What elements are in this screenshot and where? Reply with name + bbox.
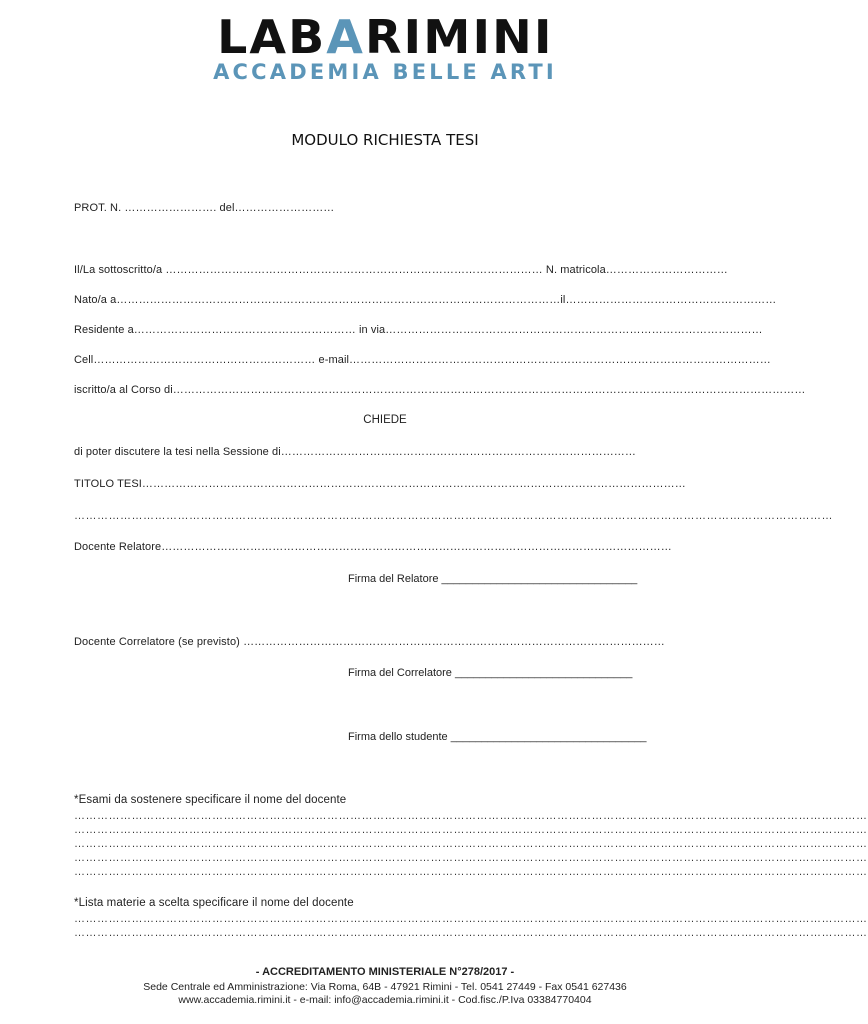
field-correlatore[interactable]: Docente Correlatore (se previsto) …………………………………………………………………………………………………… bbox=[74, 636, 665, 648]
esami-line-1[interactable]: ……………………………………………………………………………………………………………………………………………………………………………………… bbox=[74, 810, 868, 822]
field-residente[interactable]: Residente a…………………………………………………… in via………………………………………………………………………………………… bbox=[74, 324, 763, 336]
esami-line-2[interactable]: ……………………………………………………………………………………………………………………………………………………………………………………… bbox=[74, 824, 868, 836]
logo-accent-letter: A bbox=[325, 10, 365, 64]
logo-prefix: LAB bbox=[216, 10, 326, 64]
esami-line-4[interactable]: ……………………………………………………………………………………………………………………………………………………………………………………… bbox=[74, 852, 868, 864]
field-corso[interactable]: iscritto/a al Corso di……………………………………………………………………………………………………………………………………………………… bbox=[74, 384, 806, 396]
esami-label: *Esami da sostenere specificare il nome del docente bbox=[74, 794, 347, 806]
footer-accreditation: - ACCREDITAMENTO MINISTERIALE N°278/2017 - bbox=[255, 966, 515, 978]
field-sottoscritto[interactable]: Il/La sottoscritto/a ………………………………………………………………………………………… N. matricola…………………………… bbox=[74, 264, 728, 276]
field-nato[interactable]: Nato/a a…………………………………………………………………………………………………………il………………………………………………… bbox=[74, 294, 777, 306]
academy-logo bbox=[0, 10, 770, 84]
esami-line-3[interactable]: ……………………………………………………………………………………………………………………………………………………………………………………… bbox=[74, 838, 868, 850]
logo-subtitle: ACCADEMIA BELLE ARTI bbox=[213, 60, 557, 84]
chiede-heading: CHIEDE bbox=[363, 414, 407, 426]
lista-line-1[interactable]: ……………………………………………………………………………………………………………………………………………………………………………………… bbox=[74, 913, 868, 925]
field-titolo-continuation[interactable]: ……………………………………………………………………………………………………………………………………………………………………………… bbox=[74, 510, 833, 522]
signature-relatore[interactable]: Firma del Relatore ________________________________ bbox=[348, 573, 638, 585]
field-sessione[interactable]: di poter discutere la tesi nella Sessione di…………………………………………………………………………………… bbox=[74, 446, 636, 458]
field-relatore[interactable]: Docente Relatore………………………………………………………………………………………………………………………… bbox=[74, 541, 672, 553]
lista-line-2[interactable]: ……………………………………………………………………………………………………………………………………………………………………………………… bbox=[74, 927, 868, 939]
form-title: MODULO RICHIESTA TESI bbox=[291, 131, 479, 149]
signature-studente[interactable]: Firma dello studente ________________________________ bbox=[348, 731, 647, 743]
protocol-line: PROT. N. ……………………. del……………………… bbox=[74, 202, 335, 214]
esami-line-5[interactable]: ……………………………………………………………………………………………………………………………………………………………………………………… bbox=[74, 866, 868, 878]
lista-label: *Lista materie a scelta specificare il nome del docente bbox=[74, 897, 354, 909]
logo-suffix: RIMINI bbox=[364, 10, 554, 64]
field-titolo-tesi[interactable]: TITOLO TESI………………………………………………………………………………………………………………………………… bbox=[74, 478, 686, 490]
logo-wordmark bbox=[216, 10, 554, 64]
field-cell-email[interactable]: Cell…………………………………………………… e-mail…………………………………………………………………………………………………… bbox=[74, 354, 771, 366]
signature-correlatore[interactable]: Firma del Correlatore _____________________________ bbox=[348, 667, 633, 679]
footer-contacts: www.accademia.rimini.it - e-mail: info@accademia.rimini.it - Cod.fisc./P.Iva 03384770404 bbox=[178, 994, 592, 1006]
footer-address: Sede Centrale ed Amministrazione: Via Roma, 64B - 47921 Rimini - Tel. 0541 27449 - Fax 0541 627436 bbox=[143, 981, 627, 993]
